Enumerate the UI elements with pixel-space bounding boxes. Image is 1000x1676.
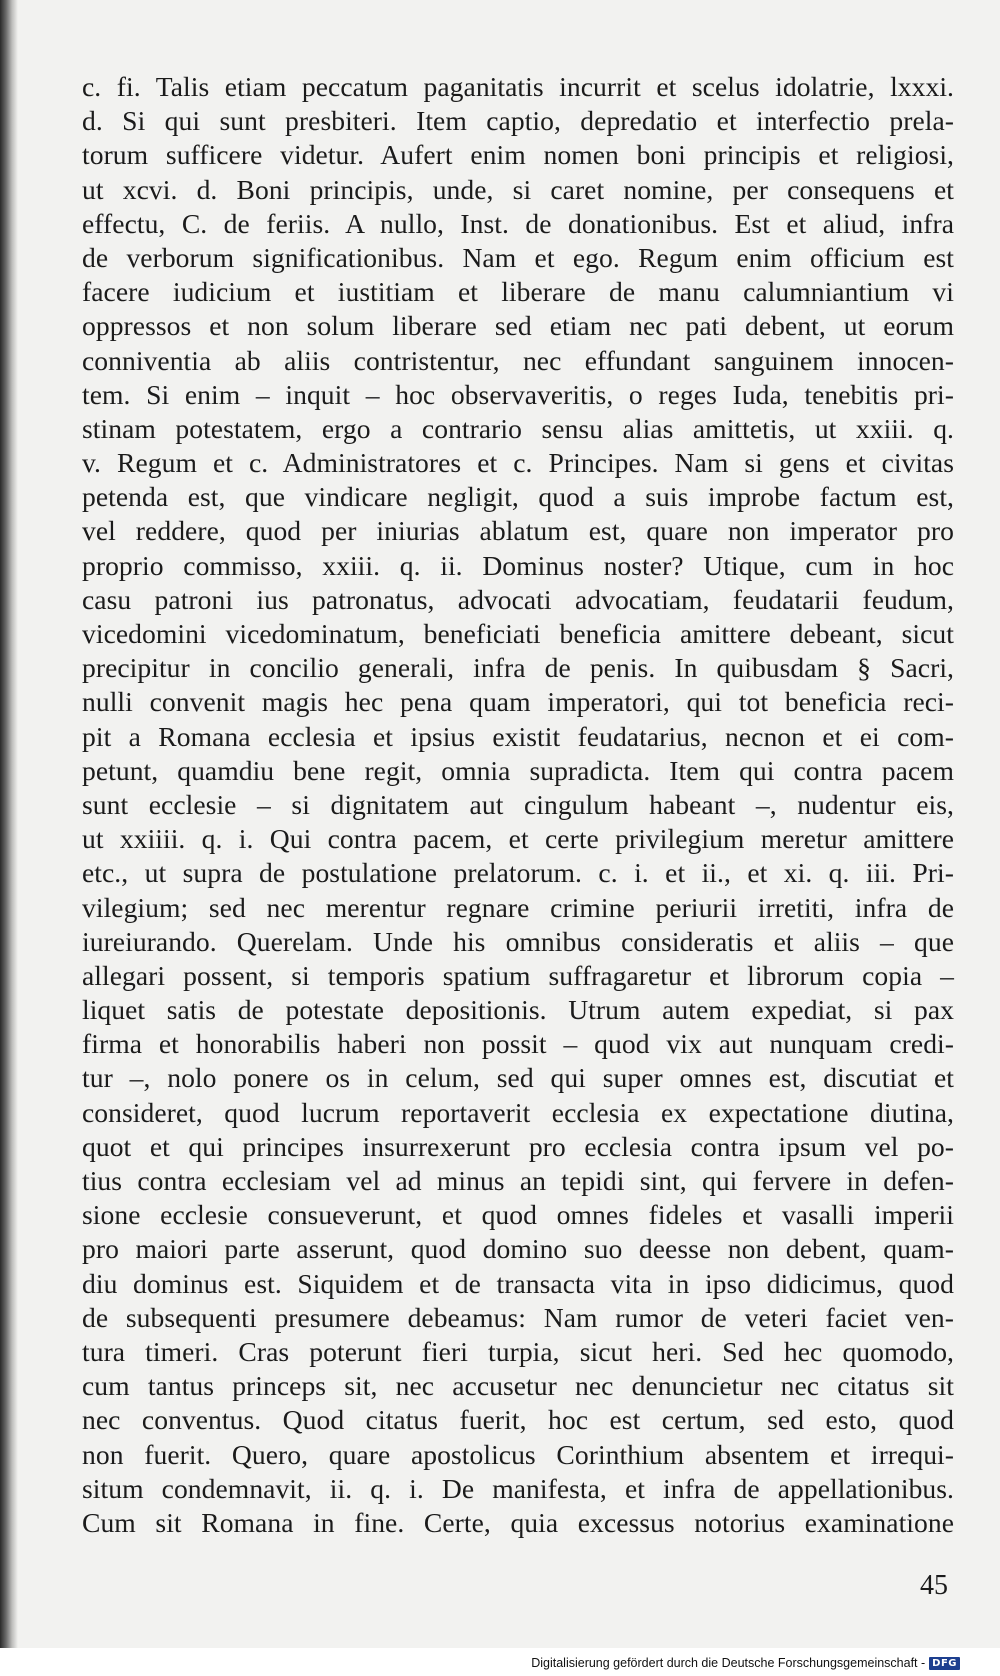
text-line: petunt, quamdiu bene regit, omnia supradicta. Item qui contra pacem	[82, 754, 954, 786]
text-line: tur –, nolo ponere os in celum, sed qui super omnes est, discutiat et	[82, 1062, 954, 1094]
text-line: proprio commisso, xxiii. q. ii. Dominus noster? Utique, cum in hoc	[82, 549, 954, 581]
text-line: stinam potestatem, ergo a contrario sensu alias amittetis, ut xxiii. q.	[82, 412, 954, 444]
binding-shadow	[0, 0, 18, 1676]
text-line: allegari possent, si temporis spatium suffragaretur et librorum copia –	[82, 959, 954, 991]
text-line: petenda est, que vindicare negligit, quod a suis improbe factum est,	[82, 481, 954, 513]
text-line: precipitur in concilio generali, infra de penis. In quibusdam § Sacri,	[82, 652, 954, 684]
digitization-credit	[531, 1656, 960, 1670]
text-line: d. Si qui sunt presbiteri. Item captio, depredatio et interfectio prela-	[82, 105, 954, 137]
text-line: vicedomini vicedominatum, beneficiati beneficia amittere debeant, sicut	[82, 618, 954, 649]
text-line: etc., ut supra de postulatione prelatorum. c. i. et ii., et xi. q. iii. Pri-	[82, 857, 954, 889]
text-line: situm condemnavit, ii. q. i. De manifesta, et infra de appellationibus.	[82, 1472, 954, 1504]
text-line: pit a Romana ecclesia et ipsius existit feudatarius, necnon et ei com-	[82, 720, 954, 752]
text-line: vel reddere, quod per iniurias ablatum est, quare non imperator pro	[82, 515, 954, 547]
text-line: ut xcvi. d. Boni principis, unde, si caret nomine, per consequens et	[82, 173, 954, 205]
text-line: de verborum significationibus. Nam et ego. Regum enim officium est	[82, 241, 954, 273]
text-line: pro maiori parte asserunt, quod domino suo deesse non debent, quam-	[82, 1233, 954, 1265]
text-line: tem. Si enim – inquit – hoc observaveritis, o reges Iuda, tenebitis pri-	[82, 378, 954, 410]
text-line: vilegium; sed nec merentur regnare crimine periurii irretiti, infra de	[82, 891, 954, 923]
text-line: conniventia ab aliis contristentur, nec effundant sanguinem innocen-	[82, 344, 954, 376]
text-line: c. fi. Talis etiam peccatum paganitatis incurrit et scelus idolatrie, lxxxi.	[82, 71, 954, 102]
text-line: casu patroni ius patronatus, advocati advocatiam, feudatarii feudum,	[82, 583, 954, 615]
text-line: non fuerit. Quero, quare apostolicus Corinthium absentem et irrequi-	[82, 1438, 954, 1470]
text-line: de subsequenti presumere debeamus: Nam rumor de veteri faciet ven-	[82, 1301, 954, 1333]
text-line: oppressos et non solum liberare sed etiam nec pati debent, ut eorum	[82, 310, 954, 342]
text-line: iureiurando. Querelam. Unde his omnibus consideratis et aliis – que	[82, 925, 954, 957]
text-line: tius contra ecclesiam vel ad minus an tepidi sint, qui fervere in defen-	[82, 1165, 954, 1196]
text-line: consideret, quod lucrum reportaverit ecclesia ex expectatione diutina,	[82, 1096, 954, 1128]
credit-text: Digitalisierung gefördert durch die Deutsche Forschungsgemeinschaft -	[531, 1656, 926, 1670]
dfg-logo-icon: DFG	[929, 1657, 960, 1670]
text-line: facere iudicium et iustitiam et liberare de manu calumniantium vi	[82, 276, 954, 308]
text-line: ut xxiiii. q. i. Qui contra pacem, et certe privilegium meretur amittere	[82, 823, 954, 855]
text-line: cum tantus princeps sit, nec accusetur nec denuncietur nec citatus sit	[82, 1370, 954, 1402]
text-line: effectu, C. de feriis. A nullo, Inst. de donationibus. Est et aliud, infra	[82, 207, 954, 239]
text-line: sione ecclesie consueverunt, et quod omnes fideles et vasalli imperii	[82, 1199, 954, 1231]
page-number: 45	[920, 1570, 948, 1601]
text-line: firma et honorabilis haberi non possit – quod vix aut nunquam credi-	[82, 1028, 954, 1060]
text-line: nulli convenit magis hec pena quam imperatori, qui tot beneficia reci-	[82, 686, 954, 718]
text-line: quot et qui principes insurrexerunt pro ecclesia contra ipsum vel po-	[82, 1130, 954, 1162]
text-line: diu dominus est. Siquidem et de transacta vita in ipso didicimus, quod	[82, 1267, 954, 1299]
body-text	[82, 70, 954, 1540]
text-line: v. Regum et c. Administratores et c. Principes. Nam si gens et civitas	[82, 447, 954, 479]
text-line: torum sufficere videtur. Aufert enim nomen boni principis et religiosi,	[82, 139, 954, 171]
text-line: liquet satis de potestate depositionis. Utrum autem expediat, si pax	[82, 994, 954, 1026]
text-line: nec conventus. Quod citatus fuerit, hoc est certum, sed esto, quod	[82, 1404, 954, 1436]
text-line: Cum sit Romana in fine. Certe, quia excessus notorius examinatione	[82, 1506, 954, 1538]
text-line: sunt ecclesie – si dignitatem aut cingulum habeant –, nudentur eis,	[82, 788, 954, 820]
text-line: tura timeri. Cras poterunt fieri turpia, sicut heri. Sed hec quomodo,	[82, 1335, 954, 1367]
